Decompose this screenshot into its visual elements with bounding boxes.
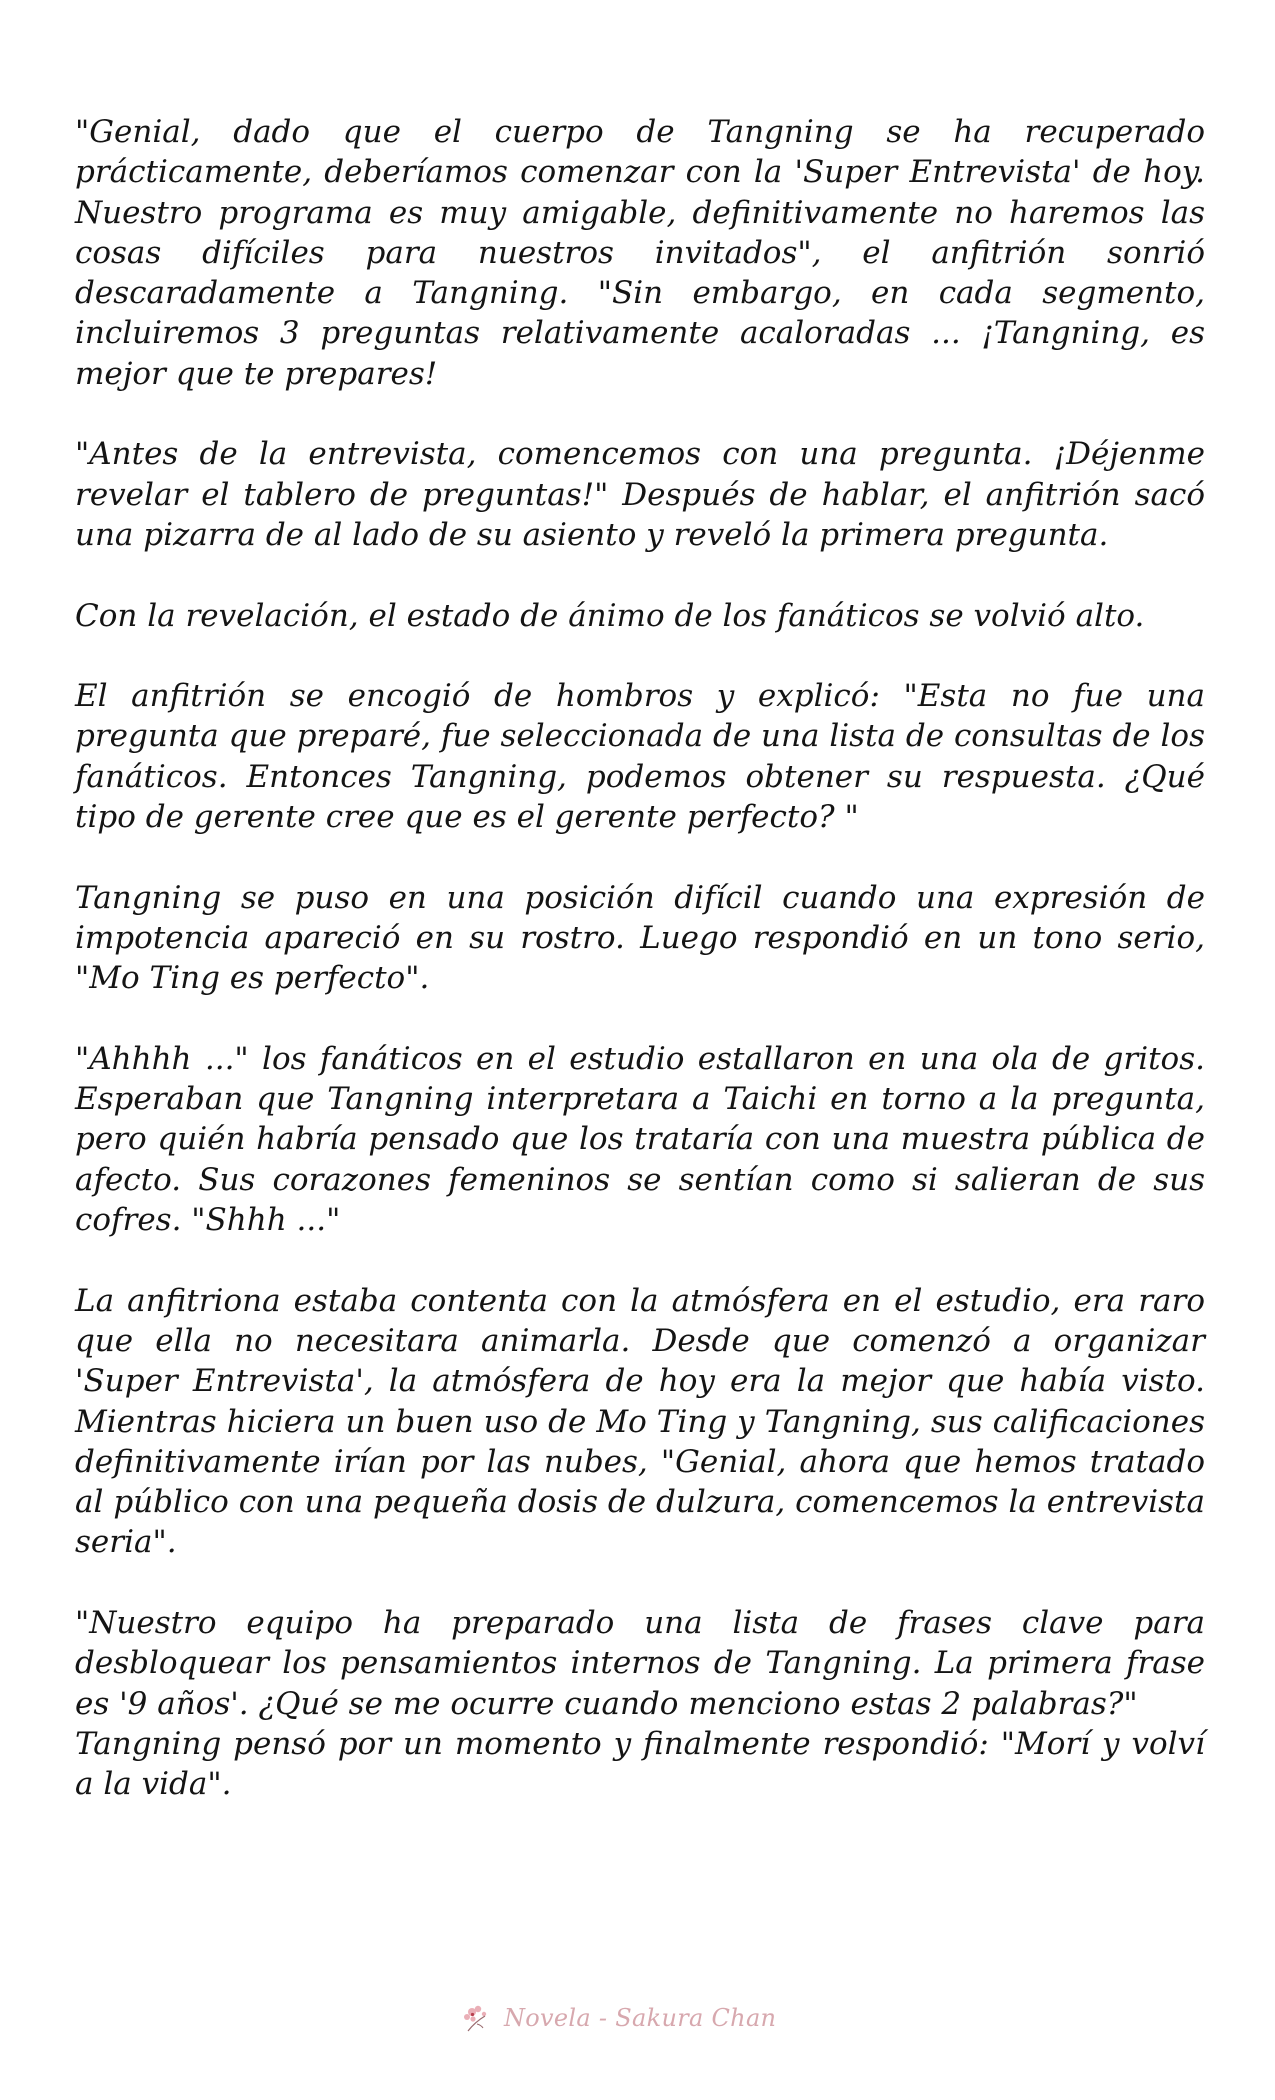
paragraph-5: Tangning se puso en una posición difícil cuando una expresión de impotencia apareció en su rostro. Luego respondió en un tono serio, "Mo Ting es perfecto". <box>75 879 1205 997</box>
story-text <box>75 112 1205 1845</box>
paragraph-3: Con la revelación, el estado de ánimo de los fanáticos se volvió alto. <box>75 597 1145 634</box>
watermark-text: Novela - Sakura Chan <box>504 2004 777 2032</box>
paragraph-6: "Ahhhh ..." los fanáticos en el estudio estallaron en una ola de gritos. Esperaban que Tangning interpretara a Taichi en torno a la pregunta, pero quién habría pensado que los trataría con una muestra pública de afecto. Sus corazones femeninos se sentían como si salieran de sus cofres. "Shhh ..." <box>75 1040 1205 1239</box>
sakura-blossom-icon <box>458 1998 498 2038</box>
paragraph-1: "Genial, dado que el cuerpo de Tangning se ha recuperado prácticamente, deberíamos comenzar con la 'Super Entrevista' de hoy. Nuestro programa es muy amigable, definitivamente no haremos las cosas difíciles para nuestros invitados", el anfitrión sonrió descaradamente a Tangning. "Sin embargo, en cada segmento, incluiremos 3 preguntas relativamente acaloradas ... ¡Tangning, es mejor que te prepares! <box>75 114 1205 392</box>
paragraph-2: "Antes de la entrevista, comencemos con una pregunta. ¡Déjenme revelar el tablero de preguntas!" Después de hablar, el anfitrión sacó una pizarra de al lado de su asiento y reveló la primera pregunta. <box>75 436 1205 553</box>
paragraph-9: Tangning pensó por un momento y finalmente respondió: "Morí y volví a la vida". <box>75 1725 1205 1803</box>
paragraph-7: La anfitriona estaba contenta con la atmósfera en el estudio, era raro que ella no necesitara animarla. Desde que comenzó a organizar 'Super Entrevista', la atmósfera de hoy era la mejor que había visto. Mientras hiciera un buen uso de Mo Ting y Tangning, sus calificaciones definitivamente irían por las nubes, "Genial, ahora que hemos tratado al público con una pequeña dosis de dulzura, comencemos la entrevista seria". <box>75 1282 1205 1561</box>
paragraph-4: El anfitrión se encogió de hombros y explicó: "Esta no fue una pregunta que preparé, fue seleccionada de una lista de consultas de los fanáticos. Entonces Tangning, podemos obtener su respuesta. ¿Qué tipo de gerente cree que es el gerente perfecto? " <box>75 678 1205 836</box>
watermark <box>458 1996 838 2040</box>
paragraph-8: "Nuestro equipo ha preparado una lista de frases clave para desbloquear los pensamientos internos de Tangning. La primera frase es '9 años'. ¿Qué se me ocurre cuando menciono estas 2 palabras?" <box>75 1604 1205 1722</box>
